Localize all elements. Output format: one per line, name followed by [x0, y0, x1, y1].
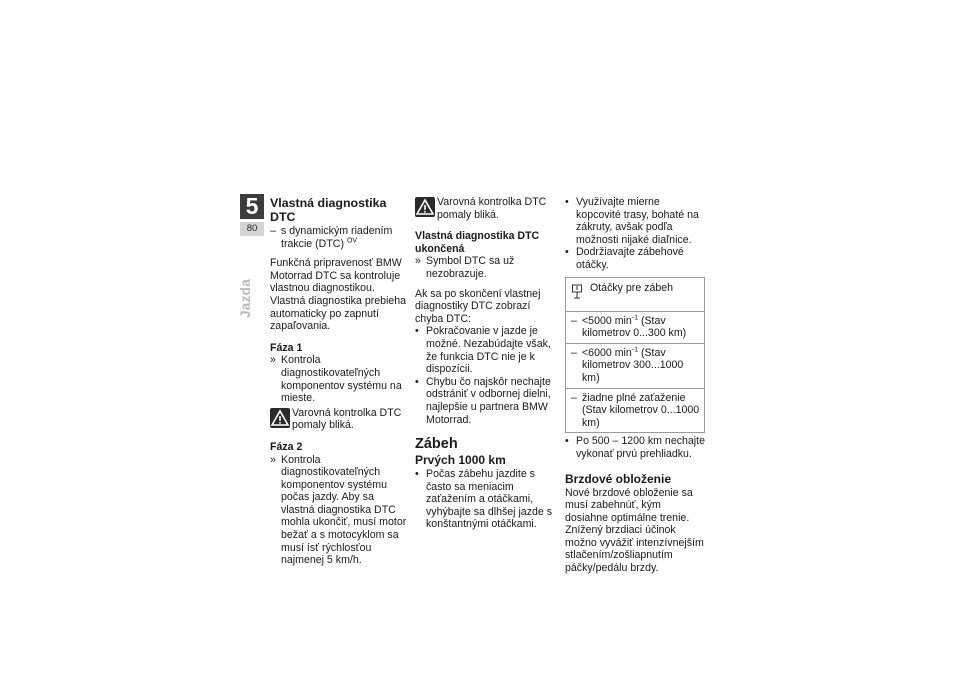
brake-pads-paragraph: Nové brzdové obloženie sa musí zabehnúť, kým dosiahne optimálne trenie. Znížený brzdiaci účinok možno vyvážiť intenzívnejším stlačením/zošliapnutím páčky/pedálu brzdy.: [565, 486, 704, 575]
phase-2-heading: Fáza 2: [270, 440, 303, 453]
bullet-marker: •: [565, 246, 569, 259]
chapter-tab: [240, 194, 264, 219]
table-row: [566, 344, 704, 389]
chapter-title: Jazda: [238, 278, 253, 318]
list-item: [415, 376, 553, 426]
table-cell-pre: žiadne plné zaťaženie (Stav kilometrov 0...1000 km): [582, 391, 700, 429]
column-2: [415, 196, 553, 531]
list-item: [565, 435, 705, 460]
break-in-item-text: Využívajte mierne kopcovité trasy, bohaté na zákruty, avšak podľa možnosti nijaké diaľnice.: [576, 196, 699, 246]
fault-item-text: Chybu čo najskôr nechajte odstrániť v odbornej dielni, najlepšie u partnera BMW Motorrad.: [426, 375, 551, 426]
bullet-marker: •: [565, 435, 569, 448]
column-3: [565, 196, 705, 575]
table-header-text: Otáčky pre zábeh: [590, 281, 674, 294]
diagnostics-complete-heading: Vlastná diagnostika DTC ukončená: [415, 230, 540, 255]
table-cell-sup: -1: [631, 314, 639, 322]
phase-1-heading: Fáza 1: [270, 341, 303, 354]
table-row: [566, 312, 704, 344]
bullet-marker: •: [415, 375, 419, 388]
fault-item-text: Pokračovanie v jazde je možné. Nezabúdajte však, že funkcia DTC nie je k dispozícii.: [426, 325, 551, 376]
phase-1-step-text: Kontrola diagnostikovateľných komponentov systému na mieste.: [281, 354, 402, 405]
chapter-number: 5: [245, 193, 259, 219]
option-text: s dynamickým riadením trakcie (DTC): [281, 225, 393, 250]
dash-marker: –: [270, 225, 276, 237]
fault-intro: Ak sa po skončení vlastnej diagnostiky DTC zobrazí chyba DTC:: [415, 287, 541, 325]
phase-2-step: [270, 454, 410, 567]
engine-speed-icon: [571, 284, 583, 300]
page-number: 80: [240, 222, 264, 236]
phase-2-warning: [415, 196, 553, 221]
warning-triangle-icon: [415, 197, 435, 217]
diagnostics-complete-step: [415, 255, 553, 280]
break-in-item-text: Počas zábehu jazdite s často sa meniacim zaťažením a otáčkami, vyhýbajte sa dlhšej jazde s konštantnými otáčkami.: [426, 468, 553, 531]
phase-1-warning-text: Varovná kontrolka DTC pomaly bliká.: [292, 406, 402, 432]
bullet-marker: •: [565, 196, 569, 208]
table-cell-post: (Stav kilometrov 300...1000 km): [582, 346, 684, 384]
phase-1-warning: [270, 407, 410, 432]
bullet-marker: •: [415, 325, 419, 338]
dash-marker: –: [571, 346, 577, 359]
section-title-brake-pads: Brzdové obloženie: [565, 471, 672, 486]
break-in-item-text: Dodržiavajte zábehové otáčky.: [576, 246, 684, 271]
break-in-speed-table: [565, 277, 705, 434]
list-item: [415, 325, 553, 375]
dash-marker: –: [571, 391, 577, 404]
table-cell-sup: -1: [631, 346, 639, 354]
dash-marker: –: [571, 314, 577, 327]
break-in-item-text: Po 500 – 1200 km nechajte vykonať prvú prehliadku.: [576, 435, 705, 460]
list-item: [565, 246, 705, 271]
phase-1-step: [270, 354, 410, 404]
table-cell-pre: <6000 min: [582, 346, 632, 359]
list-item: [415, 468, 553, 531]
option-superscript: OV: [346, 237, 358, 245]
list-item: [565, 196, 705, 246]
diagnostics-complete-text: Symbol DTC sa už nezobrazuje.: [426, 255, 515, 280]
table-header: [566, 278, 704, 312]
intro-paragraph: Funkčná pripravenosť BMW Motorrad DTC sa kontroluje vlastnou diagnostikou. Vlastná diagnostika prebieha automaticky po zapnutí zapaľovania.: [270, 257, 407, 333]
result-marker: »: [270, 453, 276, 466]
subsection-title-first-1000km: Prvých 1000 km: [415, 453, 506, 468]
result-marker: »: [415, 255, 421, 268]
section-title-dtc: Vlastná diagnostika DTC: [270, 196, 387, 224]
table-row: [566, 389, 704, 433]
phase-2-step-text: Kontrola diagnostikovateľných komponentov systému počas jazdy. Aby sa vlastná diagnostika DTC mohla ukončiť, musí motor bežať a s motocyklom sa musí ísť rýchlosťou najmenej 5 km/h.: [281, 453, 407, 567]
result-marker: »: [270, 354, 276, 367]
phase-2-warning-text: Varovná kontrolka DTC pomaly bliká.: [437, 196, 547, 221]
table-cell-pre: <5000 min: [582, 314, 632, 327]
column-1: [270, 196, 410, 567]
option-note: [270, 225, 410, 250]
bullet-marker: •: [415, 468, 419, 481]
warning-triangle-icon: [270, 408, 290, 428]
section-title-break-in: Zábeh: [415, 436, 458, 453]
table-cell-post: (Stav kilometrov 0...300 km): [582, 314, 687, 340]
